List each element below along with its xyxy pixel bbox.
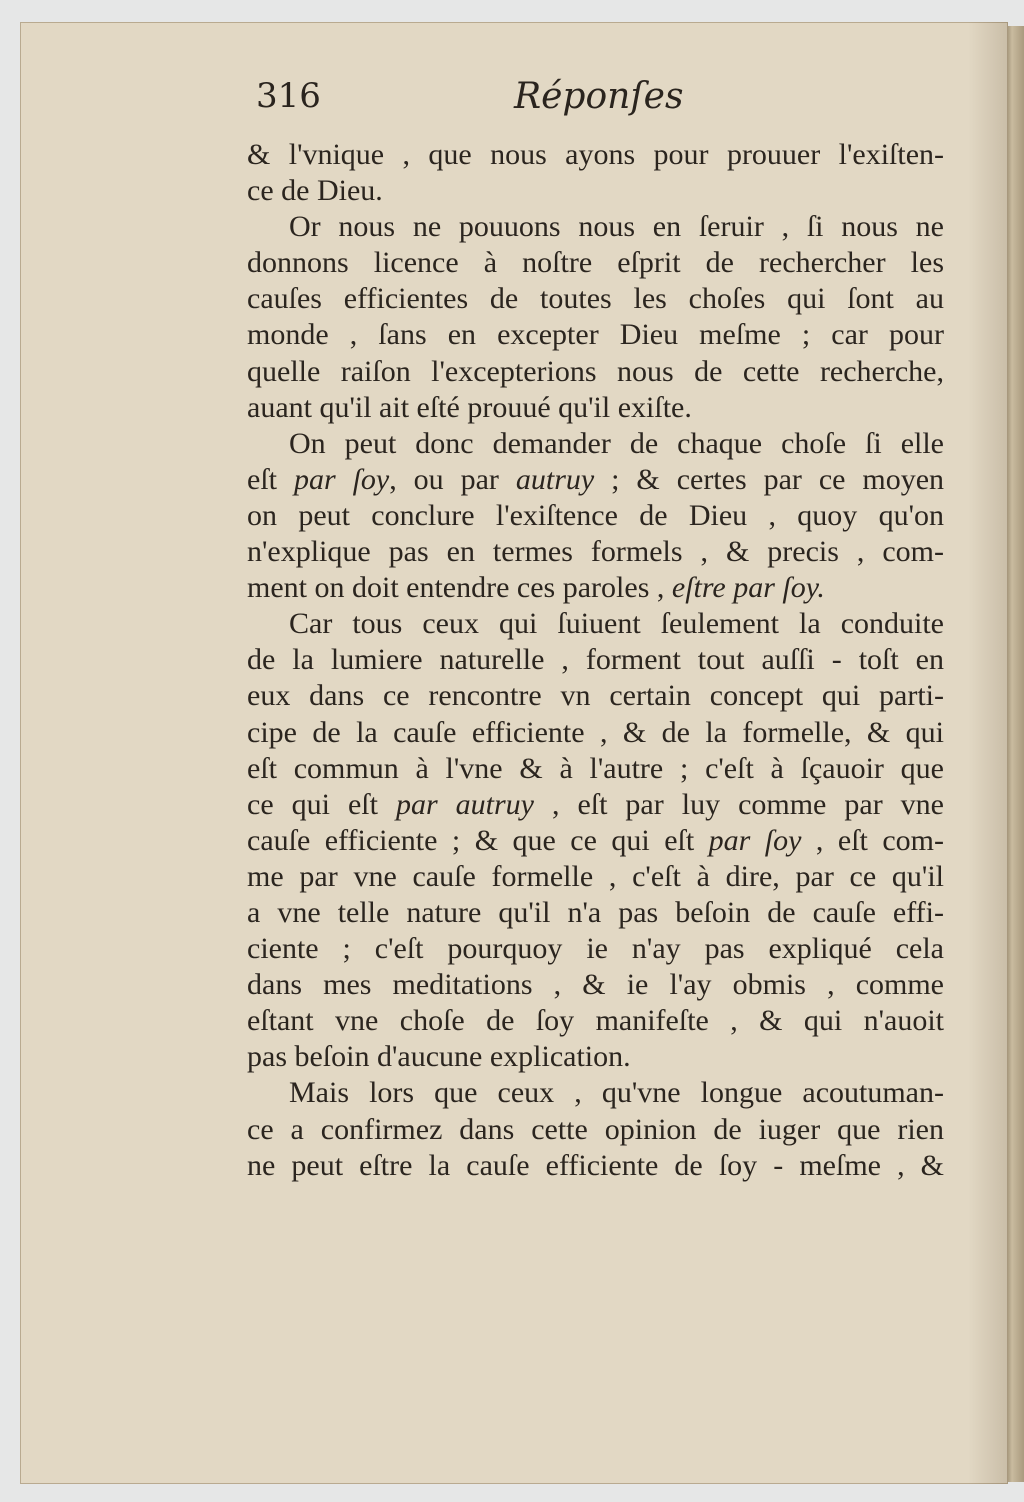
text-line: monde , ſans en excepter Dieu meſme ; car pour [247, 318, 944, 352]
text-line: ne peut eſtre la cauſe efficiente de ſoy - meſme , & [247, 1148, 944, 1182]
text-line: dans mes meditations , & ie l'ay obmis , comme [247, 968, 944, 1002]
running-title: Réponſes [514, 76, 684, 117]
text-line: cauſes efficientes de toutes les choſes qui ſont au [247, 282, 944, 316]
text-line: quelle raiſon l'excepterions nous de cette recherche, [247, 354, 944, 388]
text-line: cipe de la cauſe efficiente , & de la formelle, & qui [247, 715, 944, 749]
text-line: de la lumiere naturelle , forment tout auſſi - toſt en [247, 643, 944, 677]
text-line: auant qu'il ait eſté prouué qu'il exiſte. [247, 390, 692, 424]
page-gutter-shadow [968, 22, 1008, 1484]
text-line: ce qui eſt par autruy , eſt par luy comme par vne [247, 787, 944, 821]
text-line: eſtant vne choſe de ſoy manifeſte , & qui n'auoit [247, 1004, 944, 1038]
text-line: on peut conclure l'exiſtence de Dieu , quoy qu'on [247, 498, 944, 532]
running-head [256, 76, 706, 136]
page-number: 316 [256, 76, 321, 116]
text-line: eſt commun à l'vne & à l'autre ; c'eſt à ſçauoir que [247, 751, 944, 785]
italic-phrase: par ſoy [708, 823, 802, 857]
text-line: pas beſoin d'aucune explication. [247, 1040, 631, 1074]
text-line: ce a confirmez dans cette opinion de iuger que rien [247, 1112, 944, 1146]
body-text [247, 137, 944, 1184]
italic-phrase: par autruy [395, 787, 534, 821]
text-line: Or nous ne pouuons nous en ſeruir , ſi nous ne [289, 210, 944, 244]
text-line: a vne telle nature qu'il n'a pas beſoin de cauſe effi- [247, 895, 944, 929]
text-line: Car tous ceux qui ſuiuent ſeulement la conduite [289, 607, 944, 641]
text-line: eux dans ce rencontre vn certain concept qui parti- [247, 679, 944, 713]
text-line: Mais lors que ceux , qu'vne longue acoutuman- [289, 1076, 944, 1110]
text-line: ce de Dieu. [247, 174, 383, 208]
text-line: eſt par ſoy, ou par autruy ; & certes par ce moyen [247, 462, 945, 496]
italic-phrase: autruy [515, 462, 595, 496]
italic-phrase: eſtre par ſoy. [671, 571, 825, 605]
italic-phrase: par ſoy [293, 462, 390, 496]
text-line: ment on doit entendre ces paroles , eſtre par ſoy. [247, 571, 825, 605]
text-line: & l'vnique , que nous ayons pour prouuer l'exiſten- [247, 138, 944, 171]
text-line: cauſe efficiente ; & que ce qui eſt par ſoy , eſt com- [247, 823, 944, 857]
text-line: donnons licence à noſtre eſprit de rechercher les [247, 246, 944, 280]
text-line: On peut donc demander de chaque choſe ſi elle [289, 426, 944, 460]
text-line: me par vne cauſe formelle , c'eſt à dire, par ce qu'il [247, 859, 944, 893]
text-line: n'explique pas en termes formels , & precis , com- [247, 535, 944, 569]
text-line: ciente ; c'eſt pourquoy ie n'ay pas expliqué cela [247, 932, 944, 966]
